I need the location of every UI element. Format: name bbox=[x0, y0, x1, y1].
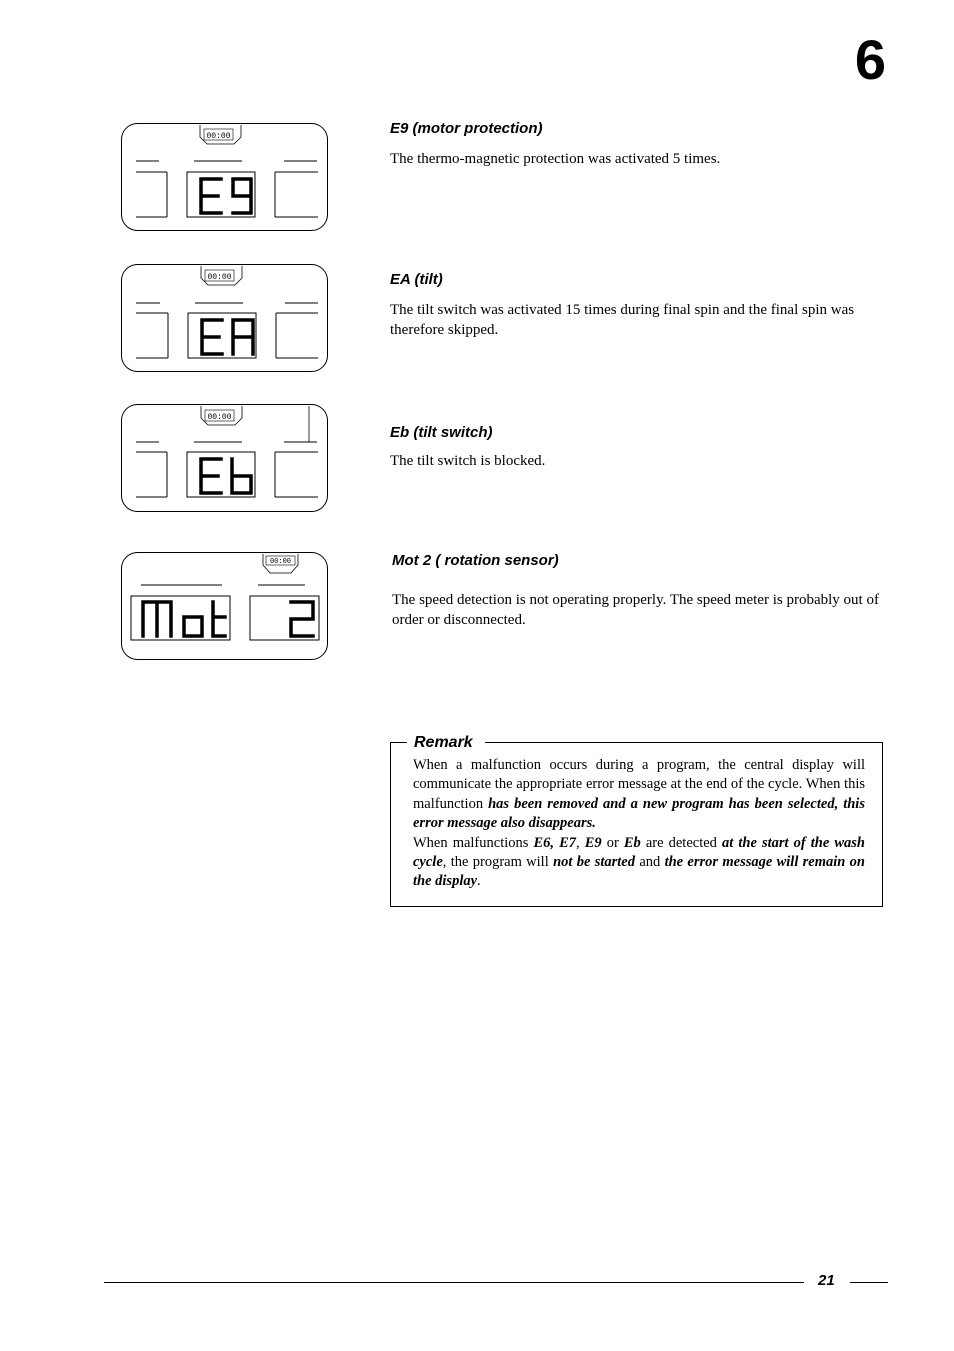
error-description: The thermo-magnetic protection was activated 5 times. bbox=[390, 151, 721, 167]
remark-emphasis: not be started bbox=[553, 854, 635, 871]
display-panel-e9 bbox=[121, 123, 328, 231]
error-title: Mot 2 ( rotation sensor) bbox=[392, 552, 559, 569]
remark-text-run: When a malfunction occurs during a program, the central display will communicate the appropriate error message at the end of the cycle. When this malfunction bbox=[413, 757, 865, 812]
error-title: E9 (motor protection) bbox=[390, 120, 543, 137]
remark-paragraph bbox=[413, 756, 865, 834]
remark-text-run: , bbox=[576, 834, 585, 851]
timer-label: 00:00 bbox=[269, 558, 292, 566]
remark-text-run: When malfunctions bbox=[413, 834, 534, 851]
remark-text-run: , the program will bbox=[442, 854, 554, 871]
timer-label: 00:00 bbox=[206, 132, 231, 141]
remark-text-run: or bbox=[601, 834, 624, 851]
error-section-e9 bbox=[390, 120, 890, 169]
error-description: The tilt switch is blocked. bbox=[390, 453, 546, 469]
error-section-eb bbox=[390, 424, 890, 471]
error-title: EA (tilt) bbox=[390, 271, 443, 288]
display-panel-mot2 bbox=[121, 552, 328, 660]
remark-text bbox=[413, 756, 865, 892]
chapter-number: 6 bbox=[854, 28, 886, 91]
timer-label: 00:00 bbox=[207, 273, 232, 282]
remark-box bbox=[390, 734, 883, 907]
remark-emphasis: E9 bbox=[584, 834, 602, 851]
error-description: The tilt switch was activated 15 times during final spin and the final spin was therefore skipped. bbox=[390, 302, 855, 338]
remark-paragraph bbox=[413, 834, 865, 892]
error-description: The speed detection is not operating properly. The speed meter is probably out of order or disconnected. bbox=[392, 592, 879, 628]
timer-label: 00:00 bbox=[207, 413, 232, 422]
display-panel-ea bbox=[121, 264, 328, 372]
error-section-ea bbox=[390, 271, 890, 340]
remark-text-run: and bbox=[635, 854, 665, 871]
remark-title: Remark bbox=[407, 733, 485, 753]
remark-emphasis: the error message will remain on the display bbox=[413, 854, 865, 890]
footer-rule-left bbox=[104, 1282, 804, 1283]
error-section-mot2 bbox=[392, 552, 890, 630]
remark-text-run: . bbox=[477, 873, 481, 890]
remark-emphasis: has been removed and a new program has been selected, this error message also disappears. bbox=[413, 795, 865, 832]
error-title: Eb (tilt switch) bbox=[390, 424, 493, 441]
remark-emphasis: Eb bbox=[623, 834, 641, 851]
remark-emphasis: E6, E7 bbox=[533, 834, 577, 851]
page-number: 21 bbox=[818, 1272, 835, 1289]
display-panel-eb bbox=[121, 404, 328, 512]
footer-rule-right bbox=[850, 1282, 888, 1283]
remark-text-run: are detected bbox=[640, 834, 722, 851]
remark-emphasis: at the start of the wash cycle bbox=[413, 834, 865, 871]
